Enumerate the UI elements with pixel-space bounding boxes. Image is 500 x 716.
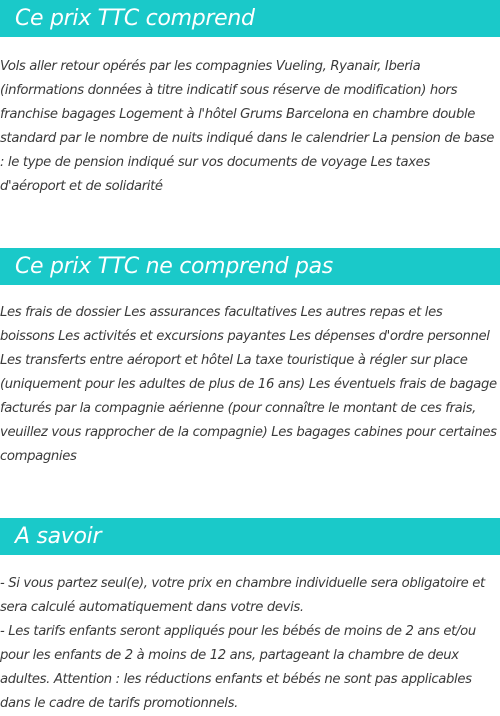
section-body-included: [0, 55, 500, 199]
paragraph: Les frais de dossier Les assurances facultatives Les autres repas et les boissons Les activités et excursions payantes Les dépenses d'ordre personnel Les transferts entre aéroport et hôtel La taxe touristique à régler sur place (uniquement pour les adultes de plus de 16 ans) Les éventuels frais de bagage facturés par la compagnie aérienne (pour connaître le montant de ces frais, veuillez vous rapprocher de la compagnie) Les bagages cabines pour certaines compagnies: [0, 305, 497, 464]
paragraph: Vols aller retour opérés par les compagnies Vueling, Ryanair, Iberia (informations données à titre indicatif sous réserve de modification) hors franchise bagages Logement à l'hôtel Grums Barcelona en chambre double standard par le nombre de nuits indiqué dans le calendrier La pension de base : le type de pension indiqué sur vos documents de voyage Les taxes d'aéroport et de solidarité: [0, 59, 494, 194]
paragraph: - Les tarifs enfants seront appliqués pour les bébés de moins de 2 ans et/ou pour les enfants de 2 à moins de 12 ans, partageant la chambre de deux adultes. Attention : les réductions enfants et bébés ne sont pas applicables dans le cadre de tarifs promotionnels.: [0, 624, 476, 711]
section-body-not-included: [0, 301, 500, 469]
section-body-good-to-know: [0, 572, 500, 716]
section-header-included: Ce prix TTC comprend: [0, 0, 500, 37]
paragraph: - Si vous partez seul(e), votre prix en chambre individuelle sera obligatoire et sera calculé automatiquement dans votre devis.: [0, 576, 485, 615]
section-header-not-included: Ce prix TTC ne comprend pas: [0, 248, 500, 285]
section-header-good-to-know: A savoir: [0, 518, 500, 555]
